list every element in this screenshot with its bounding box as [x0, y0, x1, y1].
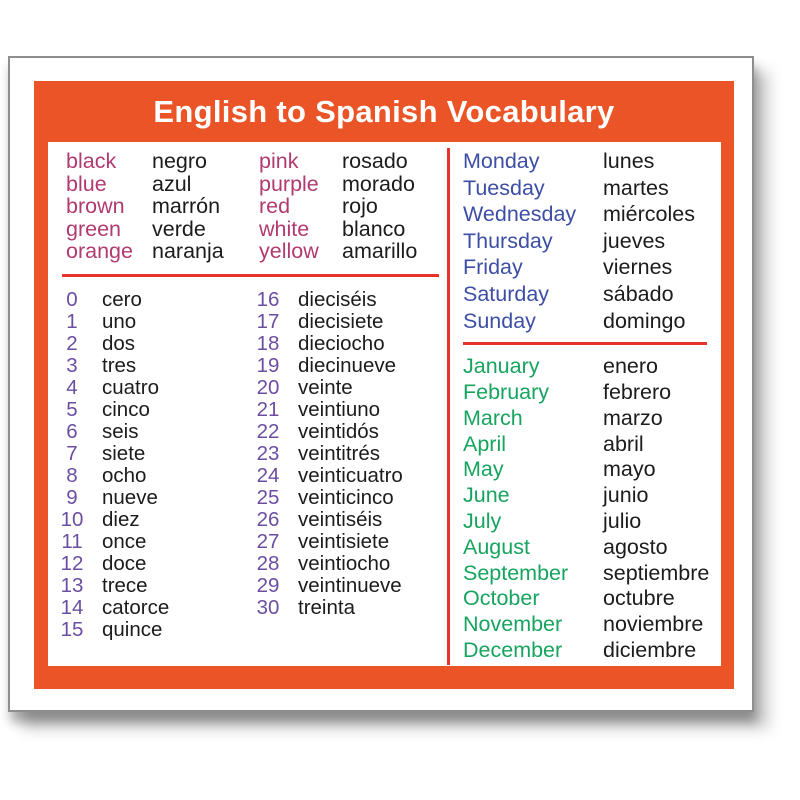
- number-digit: 12: [60, 551, 84, 575]
- number-word-spanish: seis: [102, 419, 139, 443]
- color-term-english: pink: [259, 149, 299, 173]
- number-word-spanish: diecisiete: [298, 309, 384, 333]
- color-term-english: green: [66, 216, 121, 241]
- month-spanish: abril: [603, 431, 644, 456]
- day-english: Friday: [463, 255, 523, 280]
- number-word-spanish: nueve: [102, 485, 158, 509]
- numbers-section: [58, 289, 447, 641]
- number-word-spanish: trece: [102, 573, 148, 597]
- number-digit: 27: [256, 529, 280, 553]
- color-term-english: purple: [259, 171, 319, 196]
- day-english: Tuesday: [463, 175, 545, 200]
- color-term-spanish: verde: [152, 216, 206, 241]
- number-word-spanish: veintiocho: [298, 551, 391, 575]
- number-digit: 26: [256, 507, 280, 531]
- number-word-spanish: ocho: [102, 463, 147, 487]
- days-divider-line: [463, 342, 707, 345]
- number-digit: 23: [256, 441, 280, 465]
- month-english: May: [463, 457, 504, 482]
- number-digit: 21: [256, 397, 280, 421]
- days-table: [463, 148, 711, 334]
- number-digit: 3: [66, 353, 78, 377]
- day-english: Sunday: [463, 308, 536, 333]
- number-digit: 19: [256, 353, 280, 377]
- month-english: July: [463, 508, 502, 533]
- month-spanish: noviembre: [603, 612, 704, 637]
- number-digit: 7: [66, 441, 78, 465]
- month-english: April: [463, 431, 507, 456]
- number-digit: 22: [256, 419, 280, 443]
- number-digit: 1: [66, 309, 78, 333]
- number-digit: 28: [256, 551, 280, 575]
- numbers-table-right: [254, 289, 447, 619]
- number-word-spanish: dieciséis: [298, 287, 377, 311]
- number-word-spanish: veintinueve: [298, 573, 402, 597]
- colors-divider-line: [62, 274, 439, 277]
- colors-table: [66, 150, 447, 263]
- day-spanish: viernes: [603, 255, 673, 280]
- month-spanish: enero: [603, 354, 658, 379]
- day-english: Monday: [463, 149, 540, 173]
- day-english: Wednesday: [463, 202, 577, 227]
- month-spanish: marzo: [603, 405, 663, 430]
- color-term-spanish: azul: [152, 171, 192, 196]
- day-spanish: jueves: [603, 228, 666, 253]
- number-digit: 5: [66, 397, 78, 421]
- color-term-spanish: rosado: [342, 149, 408, 173]
- number-digit: 17: [256, 309, 280, 333]
- number-word-spanish: once: [102, 529, 147, 553]
- number-digit: 0: [66, 287, 78, 311]
- number-word-spanish: tres: [102, 353, 137, 377]
- number-digit: 29: [256, 573, 280, 597]
- month-spanish: mayo: [603, 457, 656, 482]
- color-term-english: white: [259, 216, 310, 241]
- number-word-spanish: dos: [102, 331, 136, 355]
- numbers-column-16-30: [254, 289, 447, 641]
- right-column: [450, 142, 721, 666]
- number-word-spanish: catorce: [102, 595, 170, 619]
- number-word-spanish: veinticuatro: [298, 463, 403, 487]
- number-word-spanish: veintiséis: [298, 507, 383, 531]
- number-digit: 18: [256, 331, 280, 355]
- month-english: December: [463, 637, 563, 662]
- month-english: September: [463, 560, 569, 585]
- color-term-spanish: morado: [342, 171, 415, 196]
- number-digit: 4: [66, 375, 78, 399]
- month-english: November: [463, 612, 563, 637]
- number-digit: 25: [256, 485, 280, 509]
- number-word-spanish: cero: [102, 287, 142, 311]
- month-english: June: [463, 483, 510, 508]
- number-word-spanish: treinta: [298, 595, 355, 619]
- number-word-spanish: doce: [102, 551, 147, 575]
- number-digit: 2: [66, 331, 78, 355]
- day-english: Thursday: [463, 228, 553, 253]
- number-digit: 20: [256, 375, 280, 399]
- month-english: October: [463, 586, 540, 611]
- number-word-spanish: veinticinco: [298, 485, 394, 509]
- orange-frame: [34, 81, 734, 689]
- number-digit: 11: [61, 529, 83, 553]
- day-spanish: lunes: [603, 149, 655, 173]
- month-spanish: septiembre: [603, 560, 710, 585]
- month-spanish: julio: [603, 508, 642, 533]
- day-spanish: miércoles: [603, 202, 695, 227]
- month-english: March: [463, 405, 523, 430]
- number-digit: 16: [256, 287, 280, 311]
- number-word-spanish: cinco: [102, 397, 150, 421]
- day-spanish: martes: [603, 175, 669, 200]
- color-term-english: blue: [66, 171, 107, 196]
- months-table: [463, 354, 711, 664]
- number-word-spanish: diez: [102, 507, 140, 531]
- number-word-spanish: veinte: [298, 375, 353, 399]
- number-digit: 13: [60, 573, 84, 597]
- color-term-english: yellow: [259, 239, 319, 264]
- month-spanish: febrero: [603, 379, 672, 404]
- color-term-english: black: [66, 149, 117, 173]
- number-word-spanish: dieciocho: [298, 331, 385, 355]
- number-digit: 24: [256, 463, 280, 487]
- color-term-spanish: naranja: [152, 239, 224, 264]
- month-english: January: [463, 354, 540, 379]
- number-digit: 9: [66, 485, 78, 509]
- color-term-english: brown: [66, 194, 125, 219]
- number-word-spanish: siete: [102, 441, 146, 465]
- left-column: [48, 142, 447, 666]
- color-term-spanish: marrón: [152, 194, 221, 219]
- page-title: English to Spanish Vocabulary: [153, 93, 615, 129]
- number-digit: 14: [60, 595, 84, 619]
- day-english: Saturday: [463, 281, 550, 306]
- content-area: [48, 142, 721, 666]
- number-digit: 10: [60, 507, 84, 531]
- number-word-spanish: veintitrés: [298, 441, 381, 465]
- month-spanish: octubre: [603, 586, 675, 611]
- color-term-spanish: blanco: [342, 216, 406, 241]
- number-word-spanish: veintisiete: [298, 529, 390, 553]
- number-word-spanish: veintiuno: [298, 397, 381, 421]
- number-digit: 6: [66, 419, 78, 443]
- color-term-spanish: negro: [152, 149, 207, 173]
- month-spanish: agosto: [603, 534, 668, 559]
- month-english: August: [463, 534, 530, 559]
- number-word-spanish: diecinueve: [298, 353, 397, 377]
- color-term-english: red: [259, 194, 291, 219]
- number-word-spanish: veintidós: [298, 419, 379, 443]
- month-spanish: diciembre: [603, 637, 697, 662]
- color-term-spanish: rojo: [342, 194, 378, 219]
- day-spanish: sábado: [603, 281, 674, 306]
- number-word-spanish: uno: [102, 309, 137, 333]
- number-digit: 30: [256, 595, 280, 619]
- day-spanish: domingo: [603, 308, 686, 333]
- number-word-spanish: cuatro: [102, 375, 159, 399]
- number-word-spanish: quince: [102, 617, 163, 641]
- color-term-english: orange: [66, 239, 133, 264]
- numbers-table-left: [58, 289, 254, 641]
- month-spanish: junio: [603, 483, 649, 508]
- numbers-column-0-15: [58, 289, 254, 641]
- color-term-spanish: amarillo: [342, 239, 418, 264]
- number-digit: 15: [60, 617, 84, 641]
- number-digit: 8: [66, 463, 78, 487]
- month-english: February: [463, 379, 550, 404]
- vocabulary-card: [8, 56, 754, 712]
